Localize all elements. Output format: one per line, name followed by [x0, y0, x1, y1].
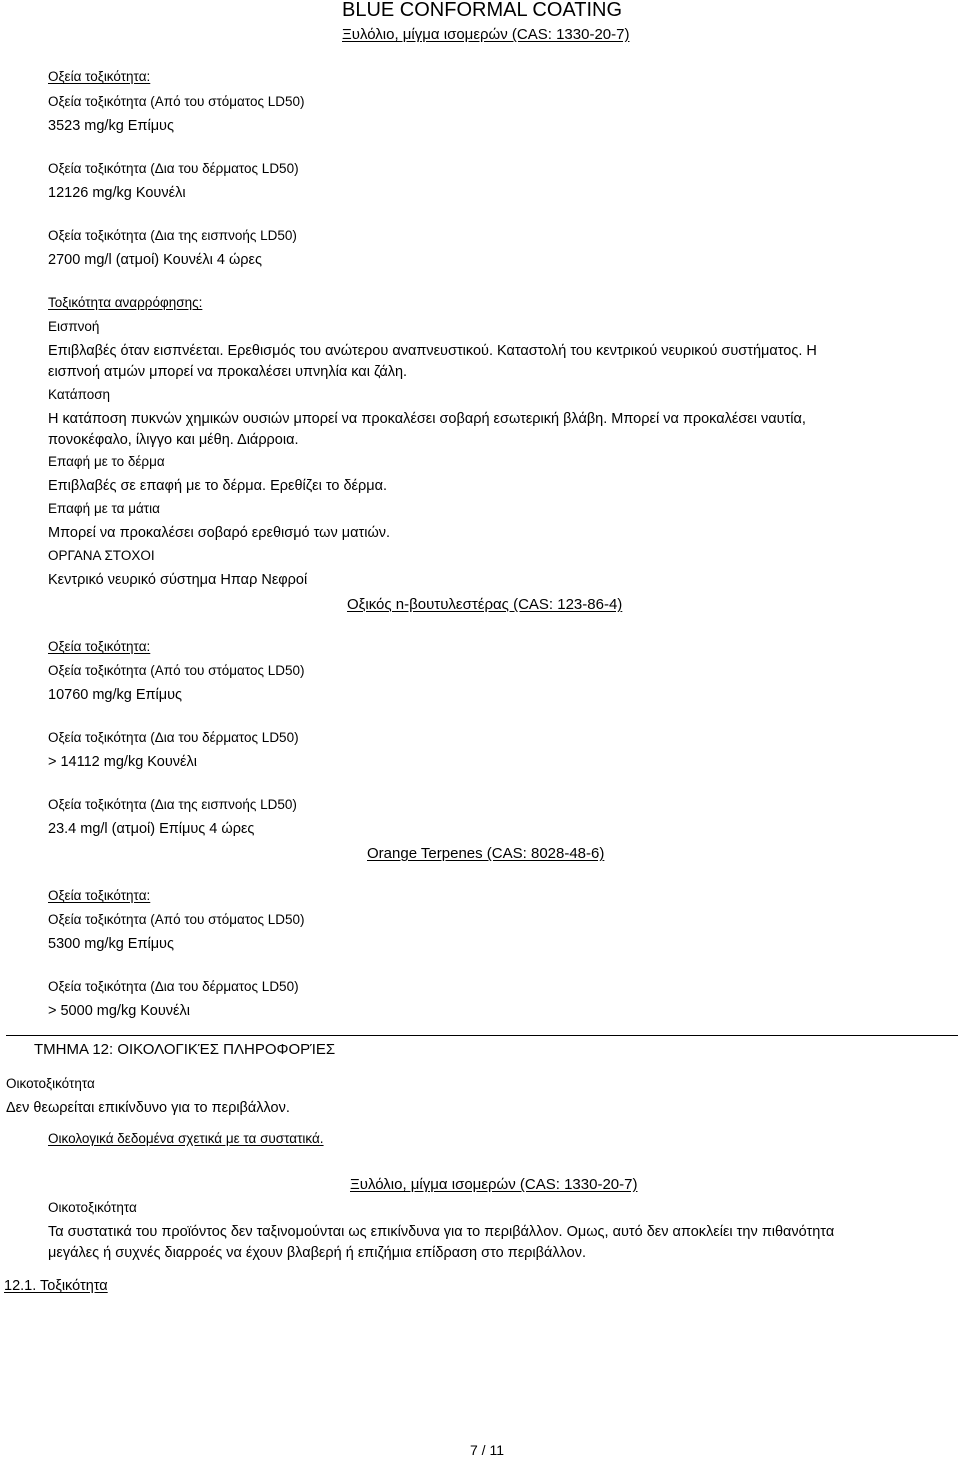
orange-dermal-ld50-label: Οξεία τοξικότητα (Δια του δέρματος LD50): [48, 979, 299, 994]
section-12-title: ΤΜΗΜΑ 12: ΟΙΚΟΛΟΓΙΚΈΣ ΠΛΗΡΟΦΟΡΊΕΣ: [34, 1041, 336, 1058]
ingestion-label: Κατάποση: [48, 387, 111, 402]
target-organs-label: ΟΡΓΑΝΑ ΣΤΟΧΟΙ: [48, 548, 155, 563]
substance-heading: Ξυλόλιο, μίγμα ισομερών (CAS: 1330-20-7): [342, 26, 630, 43]
butyl-inhalation-ld50-label: Οξεία τοξικότητα (Δια της εισπνοής LD50): [48, 797, 297, 812]
inhalation-ld50-value: 2700 mg/l (ατμοί) Κουνέλι 4 ώρες: [48, 252, 262, 268]
orange-oral-ld50-value: 5300 mg/kg Επίμυς: [48, 936, 174, 952]
oral-ld50-label: Οξεία τοξικότητα (Από του στόματος LD50): [48, 94, 305, 109]
butyl-acetate-heading: Οξικός n-βουτυλεστέρας (CAS: 123-86-4): [347, 596, 623, 613]
inhalation-label: Εισπνοή: [48, 319, 100, 334]
inhalation-text: Επιβλαβές όταν εισπνέεται. Ερεθισμός του ανώτερου αναπνευστικού. Καταστολή του κεντρικού νευρικού συστήματος. Η: [48, 343, 817, 359]
butyl-oral-ld50-label: Οξεία τοξικότητα (Από του στόματος LD50): [48, 663, 305, 678]
butyl-inhalation-ld50-value: 23.4 mg/l (ατμοί) Επίμυς 4 ώρες: [48, 821, 255, 837]
dermal-ld50-label: Οξεία τοξικότητα (Δια του δέρματος LD50): [48, 161, 299, 176]
ingestion-text: Η κατάποση πυκνών χημικών ουσιών μπορεί να προκαλέσει σοβαρή εσωτερική βλάβη. Μπορεί να προκαλέσει ναυτία,: [48, 411, 806, 427]
section-12-header: [6, 1035, 958, 1061]
ingestion-text-cont: πονοκέφαλο, ίλιγγο και μέθη. Διάρροια.: [48, 432, 299, 448]
orange-terpenes-heading: Orange Terpenes (CAS: 8028-48-6): [367, 845, 605, 862]
orange-oral-ld50-label: Οξεία τοξικότητα (Από του στόματος LD50): [48, 912, 305, 927]
aspiration-heading: Τοξικότητα αναρρόφησης:: [48, 295, 203, 310]
orange-acute-tox-heading: Οξεία τοξικότητα:: [48, 888, 151, 903]
dermal-ld50-value: 12126 mg/kg Κουνέλι: [48, 185, 186, 201]
butyl-dermal-ld50-label: Οξεία τοξικότητα (Δια του δέρματος LD50): [48, 730, 299, 745]
ecological-data-heading: Οικολογικά δεδομένα σχετικά με τα συστατικά.: [48, 1131, 324, 1146]
inhalation-ld50-label: Οξεία τοξικότητα (Δια της εισπνοής LD50): [48, 228, 297, 243]
xylene-ecotoxicity-text-cont: μεγάλες ή συχνές διαρροές να έχουν βλαβερή ή επιζήμια επίδραση στο περιβάλλον.: [48, 1245, 586, 1261]
oral-ld50-value: 3523 mg/kg Επίμυς: [48, 118, 174, 134]
orange-dermal-ld50-value: > 5000 mg/kg Κουνέλι: [48, 1003, 190, 1019]
target-organs-text: Κεντρικό νευρικό σύστημα Ηπαρ Νεφροί: [48, 572, 308, 588]
butyl-acute-tox-heading: Οξεία τοξικότητα:: [48, 639, 151, 654]
product-title: BLUE CONFORMAL COATING: [342, 0, 623, 21]
xylene-eco-heading: Ξυλόλιο, μίγμα ισομερών (CAS: 1330-20-7): [350, 1176, 638, 1193]
subsection-12-1-heading: 12.1. Τοξικότητα: [4, 1278, 108, 1294]
eye-contact-label: Επαφή με τα μάτια: [48, 501, 160, 516]
inhalation-text-cont: εισπνοή ατμών μπορεί να προκαλέσει υπνηλία και ζάλη.: [48, 364, 408, 380]
ecotoxicity-text: Δεν θεωρείται επικίνδυνο για το περιβάλλον.: [6, 1100, 290, 1116]
butyl-oral-ld50-value: 10760 mg/kg Επίμυς: [48, 687, 183, 703]
eye-contact-text: Μπορεί να προκαλέσει σοβαρό ερεθισμό των ματιών.: [48, 525, 391, 541]
xylene-ecotoxicity-text: Τα συστατικά του προϊόντος δεν ταξινομούνται ως επικίνδυνα για το περιβάλλον. Ομως, αυτό δεν αποκλείει την πιθανότητα: [48, 1224, 835, 1240]
skin-contact-label: Επαφή με το δέρμα: [48, 454, 165, 469]
ecotoxicity-label: Οικοτοξικότητα: [6, 1076, 95, 1091]
acute-tox-heading: Οξεία τοξικότητα:: [48, 69, 151, 84]
skin-contact-text: Επιβλαβές σε επαφή με το δέρμα. Ερεθίζει το δέρμα.: [48, 478, 388, 494]
page-number: 7 / 11: [470, 1442, 504, 1458]
butyl-dermal-ld50-value: > 14112 mg/kg Κουνέλι: [48, 754, 197, 770]
xylene-ecotoxicity-label: Οικοτοξικότητα: [48, 1200, 137, 1215]
